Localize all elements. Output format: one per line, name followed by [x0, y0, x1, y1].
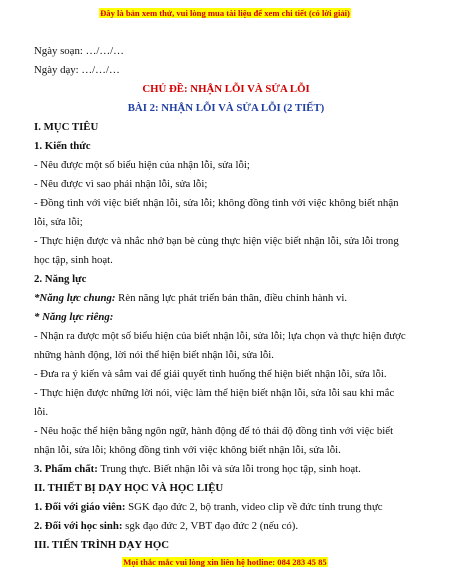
- general-competence-text: Rèn năng lực phát triển bản thân, điều chỉnh hành vi.: [115, 292, 348, 304]
- subheading-competence: 2. Năng lực: [34, 273, 87, 285]
- specific-line: những hành động, lời nói thể hiện biết nhận lỗi, sửa lỗi.: [34, 349, 274, 361]
- general-competence: [34, 289, 418, 308]
- lesson-title: BÀI 2: NHẬN LỖI VÀ SỬA LỖI (2 TIẾT): [127, 102, 325, 114]
- section-heading-process: III. TIẾN TRÌNH DẠY HỌC: [34, 539, 170, 551]
- specific-line: - Thực hiện được những lời nói, việc làm thể hiện biết nhận lỗi, sửa lỗi sau khi mắc: [34, 387, 395, 399]
- specific-line: lỗi.: [34, 406, 49, 418]
- date-taught: Ngày dạy: …/…/…: [34, 64, 120, 76]
- student-text: sgk đạo đức 2, VBT đạo đức 2 (nếu có).: [122, 520, 299, 532]
- date-prepared: Ngày soạn: …/…/…: [34, 45, 124, 57]
- specific-line: - Đưa ra ý kiến và sắm vai để giải quyết tình huống thể hiện biết nhận lỗi, sửa lỗi.: [34, 368, 387, 380]
- qualities-label: 3. Phẩm chất:: [34, 463, 98, 475]
- teacher-label: 1. Đối với giáo viên:: [34, 501, 126, 513]
- teacher-materials: [34, 498, 418, 517]
- preview-banner: Đây là bản xem thử, vui lòng mua tài liệu để xem chi tiết (có lời giải): [100, 8, 350, 18]
- specific-line: - Nhận ra được một số biểu hiện của biết nhận lỗi, sửa lỗi; lựa chọn và thực hiện được: [34, 330, 406, 342]
- document-body: [34, 42, 418, 555]
- subheading-knowledge: 1. Kiến thức: [34, 140, 91, 152]
- specific-competence-label: * Năng lực riêng:: [34, 311, 114, 323]
- section-heading-objectives: I. MỤC TIÊU: [34, 121, 99, 133]
- student-label: 2. Đối với học sinh:: [34, 520, 123, 532]
- qualities-text: Trung thực. Biết nhận lỗi và sửa lỗi trong học tập, sinh hoạt.: [97, 463, 361, 475]
- knowledge-line: - Thực hiện được và nhắc nhở bạn bè cùng thực hiện việc biết nhận lỗi, sửa lỗi trong: [34, 235, 399, 247]
- knowledge-line: lỗi, sửa lỗi;: [34, 216, 83, 228]
- knowledge-line: - Nêu được vì sao phải nhận lỗi, sửa lỗi;: [34, 178, 208, 190]
- specific-line: nhận lỗi, sửa lỗi; không đồng tình với việc không biết nhận lỗi, sửa lỗi.: [34, 444, 341, 456]
- student-materials: [34, 517, 418, 536]
- knowledge-line: học tập, sinh hoạt.: [34, 254, 113, 266]
- knowledge-line: - Nêu được một số biểu hiện của nhận lỗi, sửa lỗi;: [34, 159, 250, 171]
- knowledge-line: - Đồng tình với việc biết nhận lỗi, sửa lỗi; không đồng tình với việc không biết nhận: [34, 197, 399, 209]
- topic-title: CHỦ ĐỀ: NHẬN LỖI VÀ SỬA LỖI: [142, 83, 310, 95]
- teacher-text: SGK đạo đức 2, bộ tranh, video clip về đức tính trung thực: [125, 501, 383, 513]
- hotline-banner: Mọi thắc mắc vui lòng xin liên hệ hotline: 084 283 45 85: [123, 557, 327, 567]
- general-competence-label: *Năng lực chung:: [34, 292, 116, 304]
- section-heading-equipment: II. THIẾT BỊ DẠY HỌC VÀ HỌC LIỆU: [34, 482, 224, 494]
- specific-line: - Nêu hoặc thể hiện bằng ngôn ngữ, hành động để tỏ thái độ đồng tình với việc biết: [34, 425, 394, 437]
- qualities: [34, 460, 418, 479]
